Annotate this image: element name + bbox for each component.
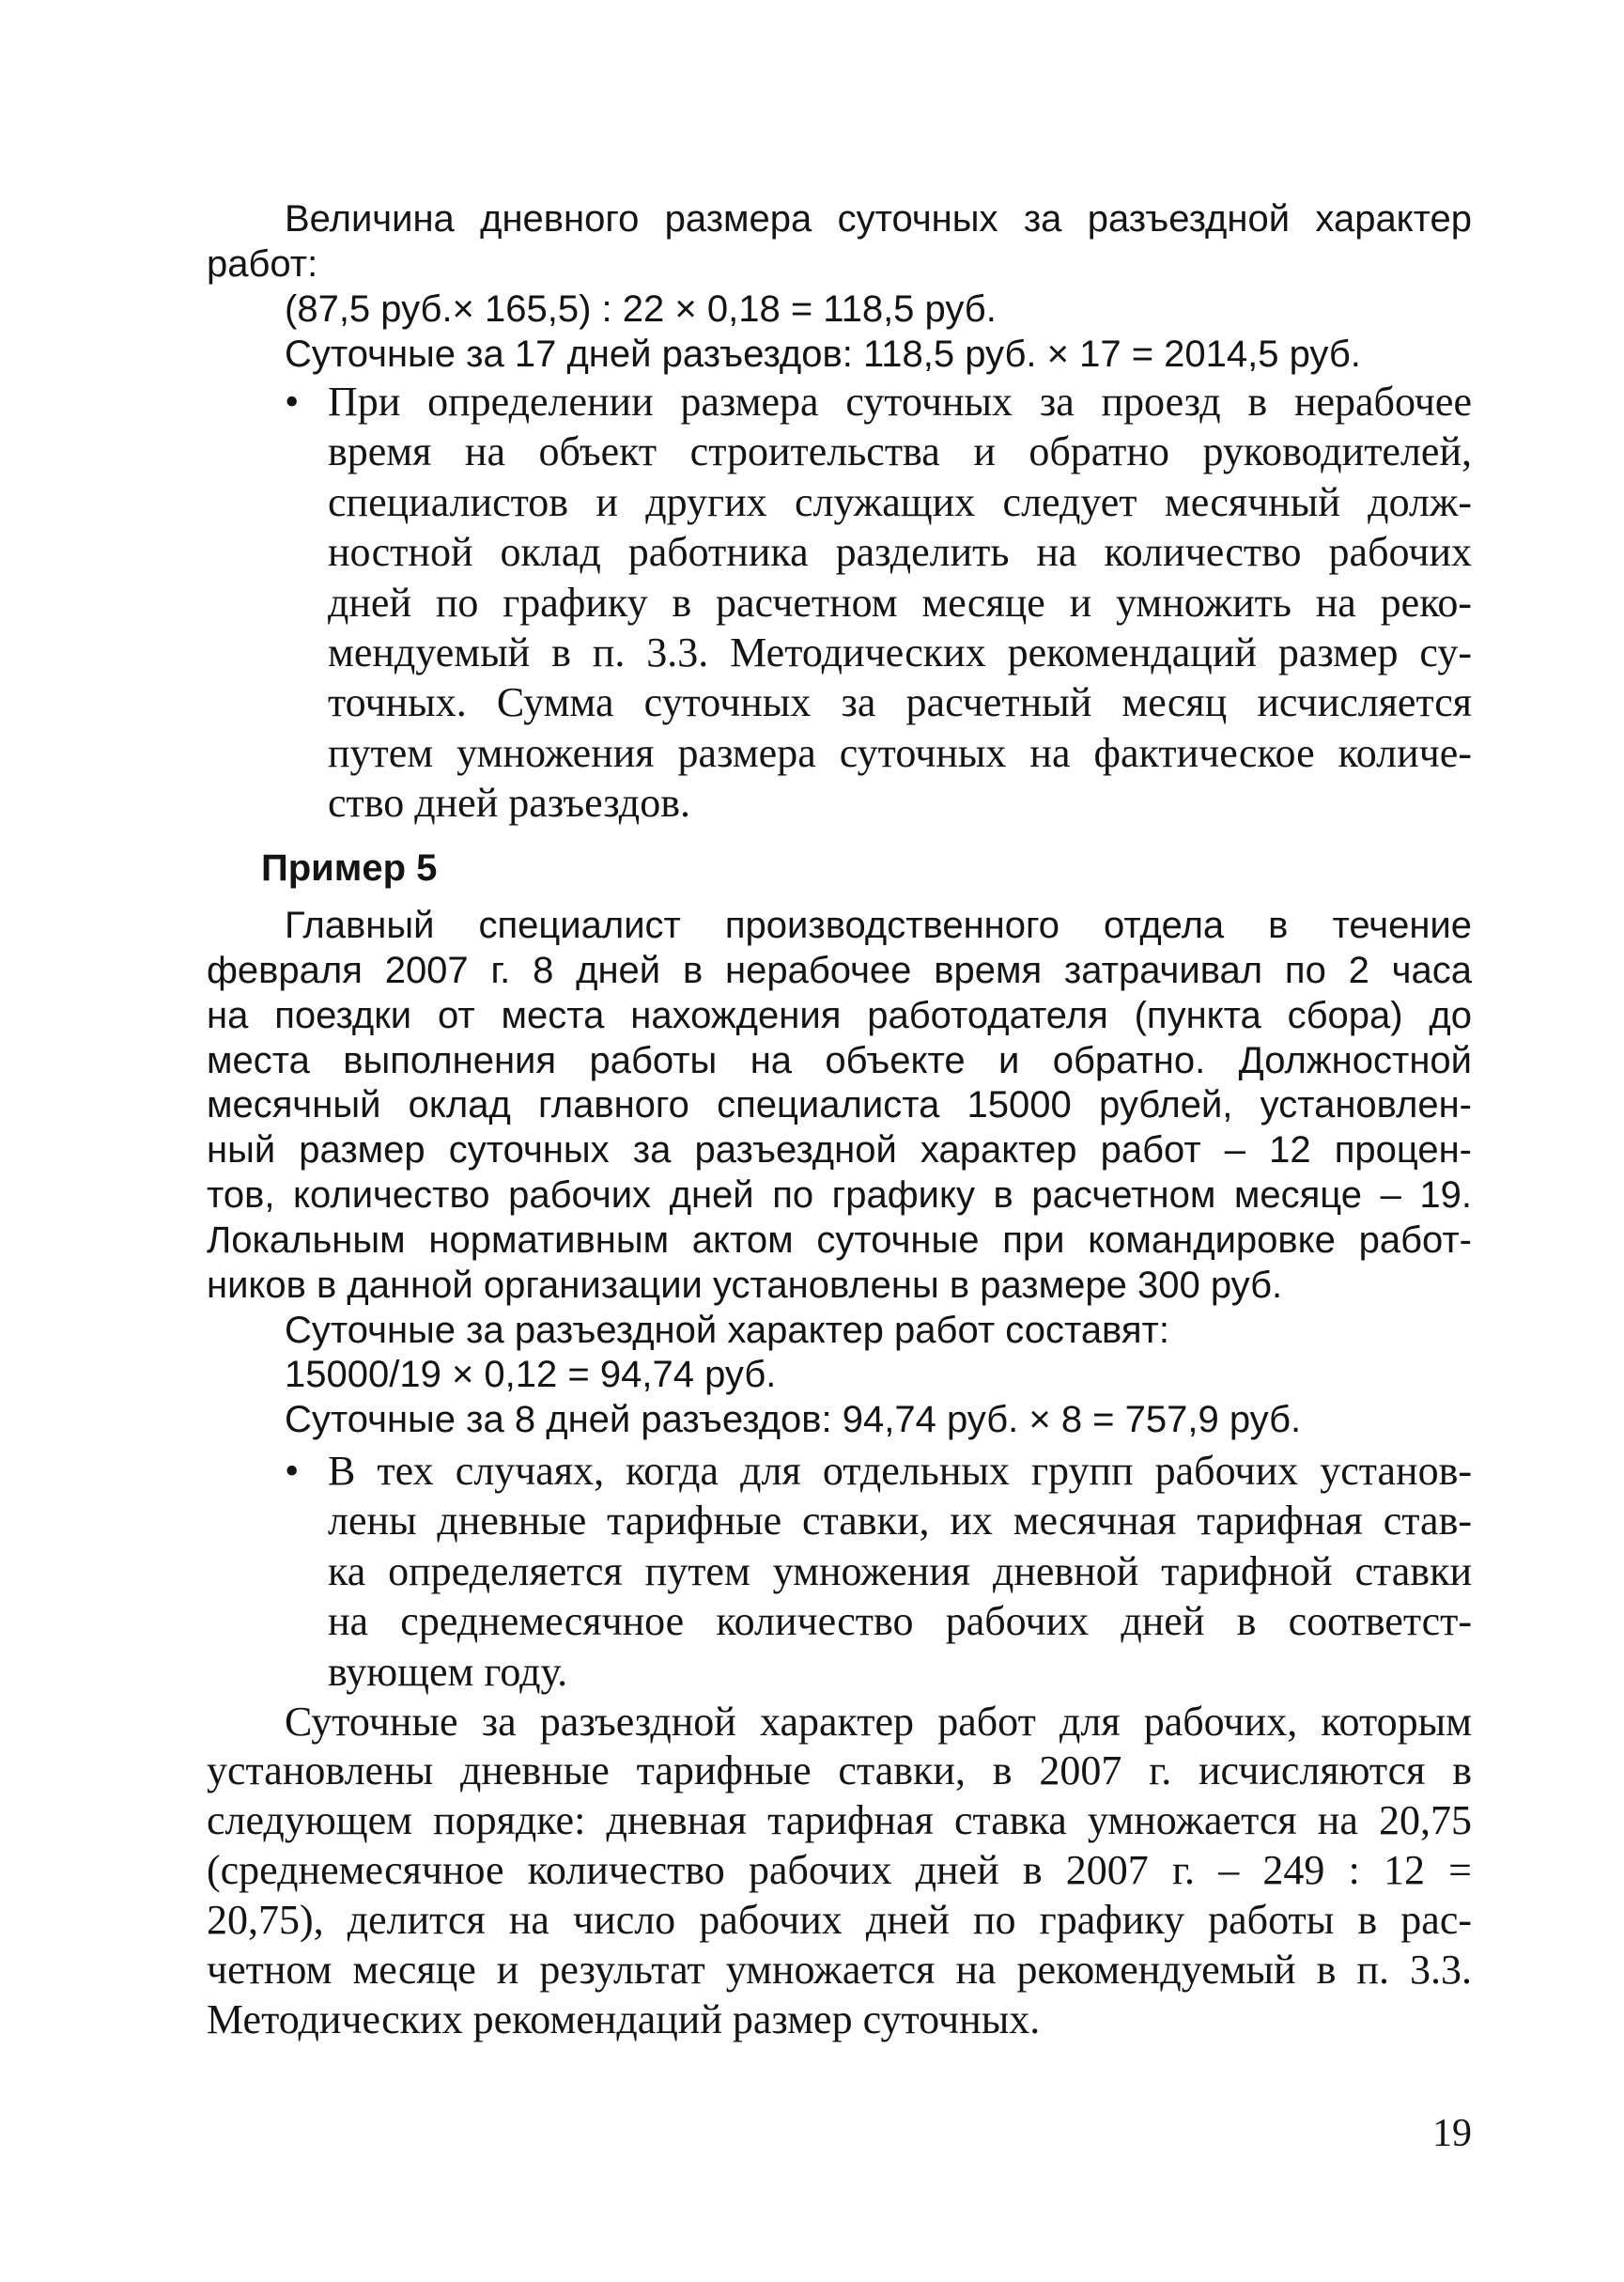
text-line: на поездки от места нахождения работодателя (пункта сбора) до (207, 994, 1472, 1036)
text-line: ностной оклад работника разделить на количество рабочих (328, 529, 1472, 576)
text-line: следующем порядке: дневная тарифная ставка умножается на 20,75 (207, 1797, 1472, 1844)
example-paragraph (207, 904, 1472, 1443)
text-line: на среднемесячное количество рабочих дней в соответст- (328, 1598, 1472, 1645)
text-line: дней по графику в расчетном месяце и умножить на реко- (328, 579, 1472, 626)
result-line: Суточные за 17 дней разъездов: 118,5 руб. × 17 = 2014,5 руб. (285, 334, 1361, 375)
bullet-note-paragraph (328, 1446, 1472, 1697)
text-line: Главный специалист производственного отдела в течение (285, 905, 1472, 946)
text-line: установлены дневные тарифные ставки, в 2007 г. исчисляются в (207, 1747, 1472, 1794)
formula-line: (87,5 руб.× 165,5) : 22 × 0,18 = 118,5 руб. (285, 288, 997, 330)
text-line: точных. Сумма суточных за расчетный месяц исчисляется (328, 679, 1472, 726)
text-line: ников в данной организации установлены в размере 300 руб. (207, 1264, 1283, 1306)
text-line: В тех случаях, когда для отдельных групп рабочих установ- (328, 1448, 1472, 1494)
text-line: Величина дневного размера суточных за разъездной характер (285, 198, 1472, 240)
text-line: время на объект строительства и обратно руководителей, (328, 428, 1472, 475)
text-line: месячный оклад главного специалиста 15000 рублей, установлен- (207, 1084, 1472, 1126)
text-line: При определении размера суточных за проезд в нерабочее (328, 379, 1472, 425)
text-line: ка определяется путем умножения дневной тарифной ставки (328, 1547, 1472, 1594)
text-line: тов, количество рабочих дней по графику в расчетном месяце – 19. (207, 1174, 1472, 1217)
bullet-marker: • (285, 379, 300, 425)
text-line: Суточные за разъездной характер работ составят: (285, 1309, 1169, 1351)
text-line: вующем году. (328, 1648, 568, 1695)
formula-line: 15000/19 × 0,12 = 94,74 руб. (285, 1354, 777, 1396)
text-line: работ: (207, 243, 318, 285)
closing-paragraph (207, 1698, 1472, 2045)
result-line: Суточные за 8 дней разъездов: 94,74 руб. × 8 = 757,9 руб. (285, 1399, 1302, 1441)
text-line: ство дней разъездов. (328, 780, 690, 827)
text-line: путем умножения размера суточных на фактическое количе- (328, 729, 1472, 776)
text-line: места выполнения работы на объекте и обратно. Должностной (207, 1039, 1472, 1081)
text-line: специалистов и других служащих следует месячный долж- (328, 478, 1472, 525)
text-line: мендуемый в п. 3.3. Методических рекомендаций размер су- (328, 629, 1472, 675)
text-line: Суточные за разъездной характер работ для рабочих, которым (285, 1698, 1472, 1745)
text-line: ный размер суточных за разъездной характер работ – 12 процен- (207, 1129, 1472, 1172)
page-number: 19 (1432, 2112, 1472, 2155)
text-line: (среднемесячное количество рабочих дней в 2007 г. – 249 : 12 = (207, 1847, 1472, 1894)
text-line: четном месяце и результат умножается на рекомендуемый в п. 3.3. (207, 1946, 1472, 1993)
example-heading: Пример 5 (261, 847, 438, 889)
text-line: февраля 2007 г. 8 дней в нерабочее время затрачивал по 2 часа (207, 949, 1472, 991)
text-line: Локальным нормативным актом суточные при командировке работ- (207, 1219, 1472, 1261)
bullet-marker: • (285, 1448, 300, 1494)
text-line: Методических рекомендаций размер суточных. (207, 1995, 1041, 2042)
intro-paragraph (207, 196, 1472, 377)
text-line: 20,75), делится на число рабочих дней по графику работы в рас- (207, 1897, 1472, 1944)
bullet-note-paragraph (328, 377, 1472, 829)
text-line: лены дневные тарифные ставки, их месячная тарифная став- (328, 1498, 1472, 1545)
